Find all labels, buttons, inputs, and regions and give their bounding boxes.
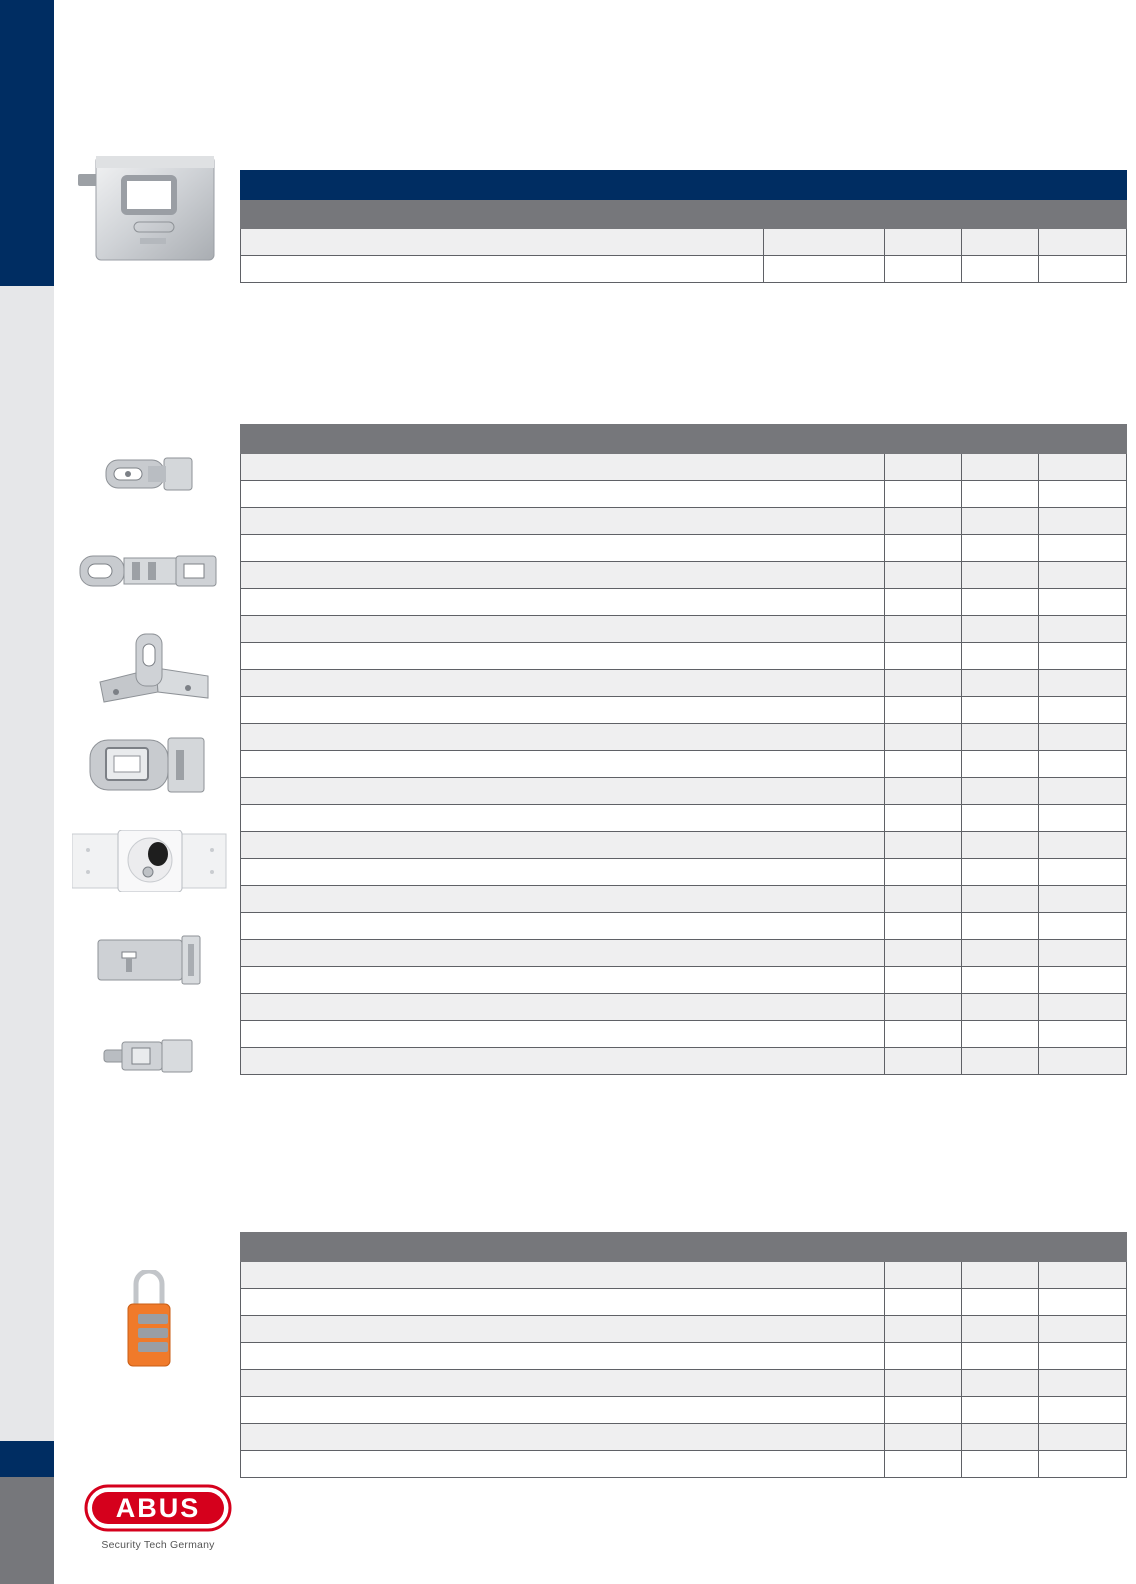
sidebar-navy-band: [0, 0, 54, 286]
table-row: [241, 859, 1127, 886]
table-row: [241, 832, 1127, 859]
table-row: [241, 1021, 1127, 1048]
hasp-closed-image: [88, 734, 208, 796]
small-hasp-image: [102, 1036, 196, 1076]
table-row: [241, 616, 1127, 643]
table-row: [241, 967, 1127, 994]
table-row: [241, 1451, 1127, 1478]
table-row: [241, 994, 1127, 1021]
hasps-table: [240, 424, 1127, 1075]
table-row: [241, 886, 1127, 913]
table-row: [241, 454, 1127, 481]
sidebar-grey-band: [0, 286, 54, 1441]
hinged-hasp-image: [78, 552, 220, 590]
table-row: [241, 724, 1127, 751]
table-row: [241, 562, 1127, 589]
hasp-image: [104, 456, 196, 492]
sidebar-page-tab: [0, 1441, 54, 1477]
table-row: [241, 481, 1127, 508]
sidebar-footer-band: [0, 1477, 54, 1584]
logo-tagline: Security Tech Germany: [101, 1539, 215, 1551]
table-row: [241, 913, 1127, 940]
table-row: [241, 535, 1127, 562]
table-row: [241, 1289, 1127, 1316]
table-header-row: [241, 200, 1127, 229]
combination-lock-table: [240, 1232, 1127, 1478]
abus-logo-mark: [84, 1484, 232, 1532]
plate-hasp-image: [96, 934, 204, 986]
abus-logo-text: ABUS: [115, 1493, 201, 1523]
table-row: [241, 1343, 1127, 1370]
table-row: [241, 805, 1127, 832]
table-row: [241, 1370, 1127, 1397]
abus-logo: [84, 1484, 232, 1551]
table-row: [241, 1397, 1127, 1424]
table-row: [241, 1262, 1127, 1289]
table-row: [241, 229, 1127, 256]
table-row: [241, 256, 1127, 283]
table-row: [241, 1316, 1127, 1343]
table-title-row: [241, 171, 1127, 200]
block-padlock-image: [78, 156, 218, 262]
table-row: [241, 940, 1127, 967]
table-row: [241, 643, 1127, 670]
table-row: [241, 1424, 1127, 1451]
combination-padlock-image: [124, 1270, 174, 1368]
block-padlock-table: [240, 170, 1127, 283]
shrouded-hasp-image: [72, 830, 228, 892]
table-row: [241, 778, 1127, 805]
table-header-row: [241, 425, 1127, 454]
angle-hasp-image: [96, 630, 214, 704]
table-row: [241, 508, 1127, 535]
table-row: [241, 751, 1127, 778]
table-header-row: [241, 1233, 1127, 1262]
table-row: [241, 697, 1127, 724]
table-row: [241, 670, 1127, 697]
table-row: [241, 1048, 1127, 1075]
table-row: [241, 589, 1127, 616]
